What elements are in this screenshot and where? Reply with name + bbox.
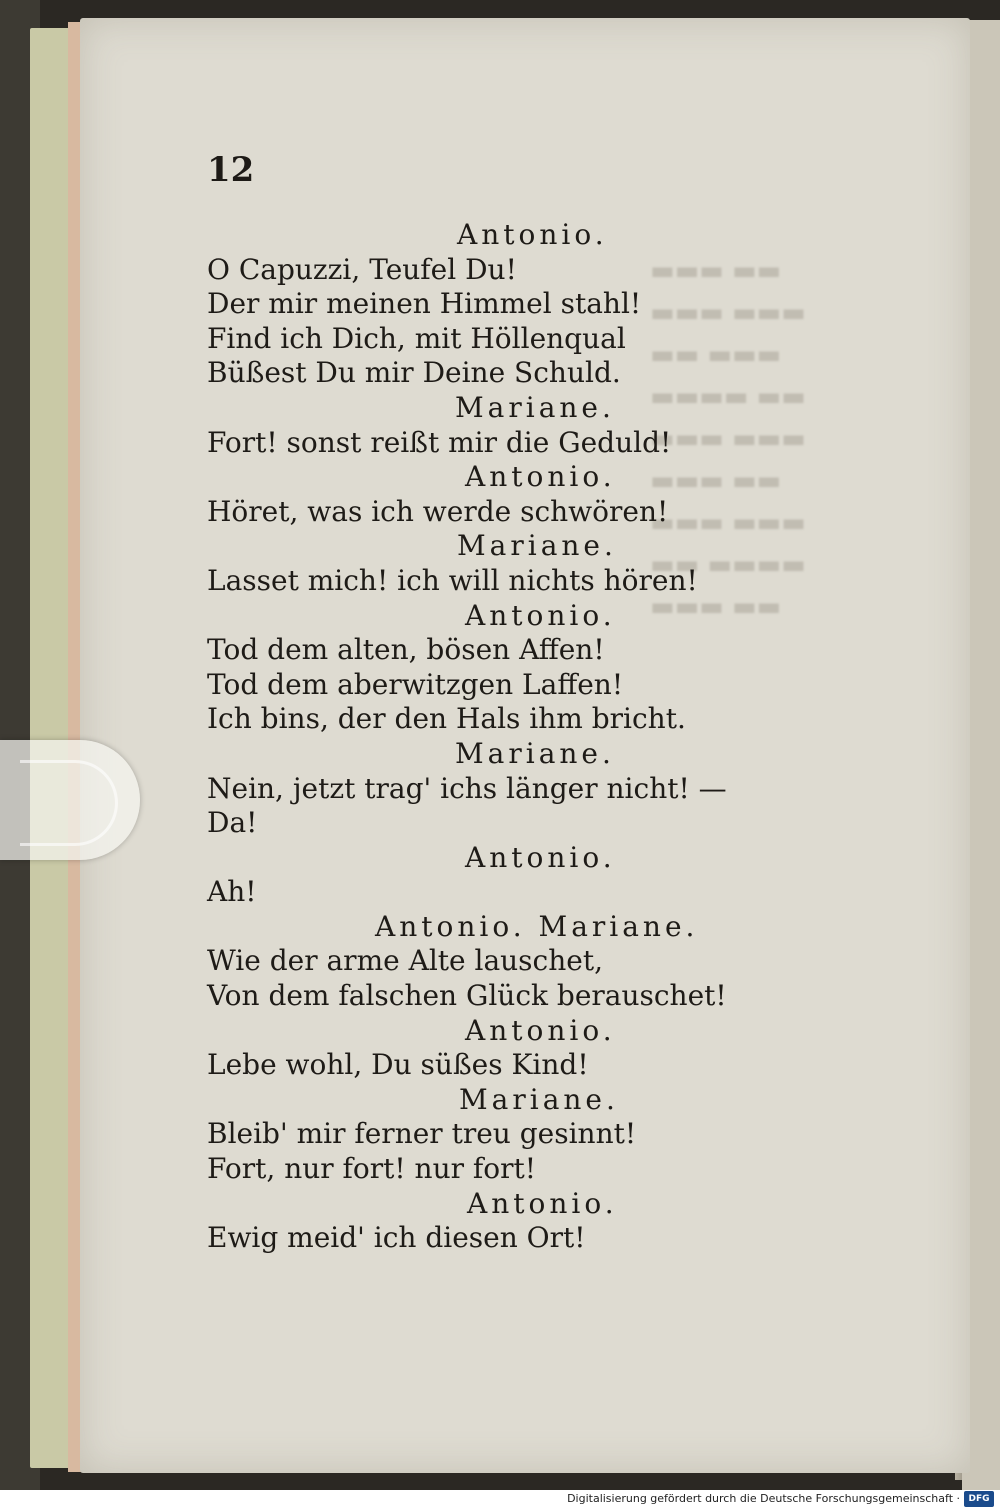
speaker-name: Antonio. Mariane. [375, 909, 699, 943]
page-number: 12 [207, 150, 255, 190]
dfg-logo: DFG [964, 1491, 994, 1507]
verse-line: Ewig meid' ich diesen Ort! [207, 1221, 586, 1255]
speaker-name: Antonio. [465, 1013, 616, 1047]
page-clip-highlight [20, 760, 118, 846]
bleed-through-text: ▬▬▬ ▬▬ ▬▬▬ ▬▬▬ ▬▬ ▬▬▬ ▬▬▬▬ ▬▬ ▬▬▬ ▬▬▬ ▬▬▬ ▬▬ ▬▬▬ ▬▬▬ ▬▬ ▬▬▬▬ ▬▬▬ ▬▬ [650, 256, 806, 622]
verse-line: Fort! sonst reißt mir die Geduld! [207, 425, 672, 459]
verse-line: Ich bins, der den Hals ihm bricht. [207, 702, 686, 736]
verse-line: Der mir meinen Himmel stahl! [207, 287, 642, 321]
verse-line: Find ich Dich, mit Höllenqual [207, 321, 626, 355]
speaker-name: Antonio. [465, 598, 616, 632]
digitization-credit: Digitalisierung gefördert durch die Deutsche Forschungsgemeinschaft · [567, 1492, 960, 1505]
speaker-name: Antonio. [465, 840, 616, 874]
speaker-name: Mariane. [455, 390, 615, 424]
speaker-name: Mariane. [457, 529, 617, 563]
verse-line: Ah! [207, 875, 257, 909]
play-text [207, 218, 767, 1256]
speaker-name: Mariane. [455, 736, 615, 770]
verse-line: Tod dem alten, bösen Affen! [207, 633, 605, 667]
speaker-name: Antonio. [465, 460, 616, 494]
verse-line: Wie der arme Alte lauschet, [207, 944, 603, 978]
speaker-name: Antonio. [457, 218, 608, 251]
verse-line: Lasset mich! ich will nichts hören! [207, 563, 698, 597]
verse-line: Von dem falschen Glück berauschet! [207, 979, 727, 1013]
speaker-name: Mariane. [459, 1082, 619, 1116]
verse-line: Da! [207, 806, 258, 840]
verse-line: O Capuzzi, Teufel Du! [207, 252, 517, 286]
verse-line: Tod dem aberwitzgen Laffen! [207, 667, 624, 701]
verse-line: Bleib' mir ferner treu gesinnt! [207, 1117, 637, 1151]
verse-line: Nein, jetzt trag' ichs länger nicht! — [207, 771, 727, 805]
speaker-name: Antonio. [467, 1186, 618, 1220]
verse-line: Höret, was ich werde schwören! [207, 494, 669, 528]
verse-line: Büßest Du mir Deine Schuld. [207, 356, 621, 390]
verse-line: Fort, nur fort! nur fort! [207, 1152, 537, 1186]
verse-line: Lebe wohl, Du süßes Kind! [207, 1048, 589, 1082]
